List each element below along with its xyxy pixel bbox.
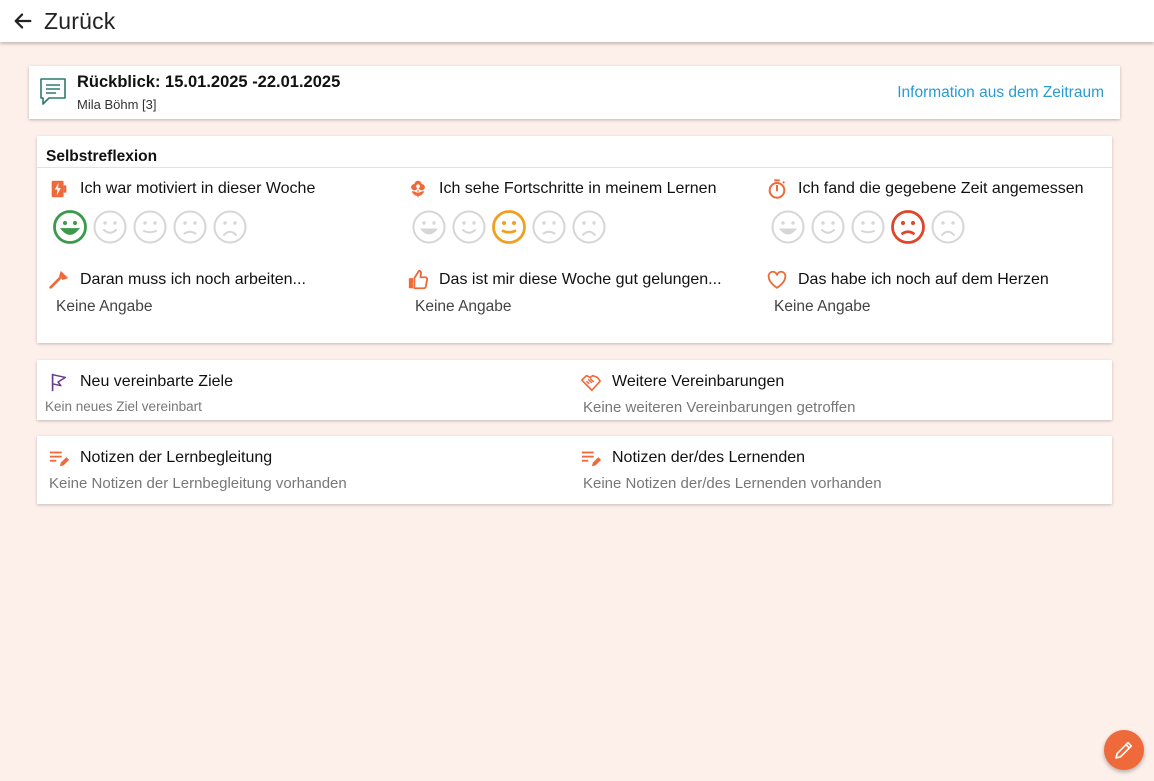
review-title: Rückblick: 15.01.2025 -22.01.2025 <box>77 73 341 91</box>
agreements-value: Keine weiteren Vereinbarungen getroffen <box>583 399 856 416</box>
answer-text: Keine Angabe <box>415 298 512 315</box>
happy-face-icon[interactable] <box>451 209 487 245</box>
answer-text: Keine Angabe <box>56 298 153 315</box>
goals-card <box>37 360 1112 420</box>
learner-notes-label: Notizen der/des Lernenden <box>612 449 806 466</box>
trowel-icon <box>48 268 70 292</box>
rating-scale <box>52 209 403 245</box>
question-progress <box>407 176 762 245</box>
question-label: Ich fand die gegebene Zeit angemessen <box>798 180 1084 197</box>
sad-face-icon[interactable] <box>571 209 607 245</box>
text-question-heart <box>766 267 1121 316</box>
thumbs-up-icon <box>407 268 429 292</box>
learner-notes-section <box>570 436 1100 504</box>
edit-notes-icon <box>580 446 602 470</box>
answer-text: Keine Angabe <box>774 298 871 315</box>
text-question-improve <box>48 267 403 316</box>
very-happy-face-icon[interactable] <box>411 209 447 245</box>
edit-fab-button[interactable] <box>1104 730 1144 770</box>
new-goals-label: Neu vereinbarte Ziele <box>80 373 233 390</box>
question-motivation <box>48 176 403 245</box>
text-question-success <box>407 267 762 316</box>
edit-notes-icon <box>48 446 70 470</box>
question-label: Das habe ich noch auf dem Herzen <box>798 271 1049 288</box>
handshake-icon <box>580 370 602 394</box>
flag-icon <box>48 370 70 394</box>
back-button[interactable] <box>0 0 116 42</box>
very-happy-face-icon[interactable] <box>770 209 806 245</box>
learner-notes-value: Keine Notizen der/des Lernenden vorhanden <box>583 475 882 492</box>
coach-notes-label: Notizen der Lernbegleitung <box>80 449 273 466</box>
coach-notes-value: Keine Notizen der Lernbegleitung vorhanden <box>49 475 347 492</box>
notes-card <box>37 436 1112 504</box>
agreements-label: Weitere Vereinbarungen <box>612 373 785 390</box>
slightly-sad-face-icon[interactable] <box>890 209 926 245</box>
top-bar <box>0 0 1154 42</box>
neutral-face-icon[interactable] <box>132 209 168 245</box>
stopwatch-icon <box>766 177 788 201</box>
heart-icon <box>766 268 788 292</box>
neutral-face-icon[interactable] <box>850 209 886 245</box>
divider <box>37 167 1112 168</box>
back-label: Zurück <box>44 7 116 34</box>
self-reflection-card <box>37 136 1112 343</box>
new-goals-value: Kein neues Ziel vereinbart <box>45 399 202 414</box>
slightly-sad-face-icon[interactable] <box>172 209 208 245</box>
review-header-card <box>29 66 1120 119</box>
very-happy-face-icon[interactable] <box>52 209 88 245</box>
pencil-icon <box>1112 738 1136 762</box>
self-reflection-title: Selbstreflexion <box>46 148 158 165</box>
battery-charge-icon <box>48 177 70 201</box>
slightly-sad-face-icon[interactable] <box>531 209 567 245</box>
rating-scale <box>411 209 762 245</box>
question-label: Daran muss ich noch arbeiten... <box>80 271 306 288</box>
sad-face-icon[interactable] <box>930 209 966 245</box>
sad-face-icon[interactable] <box>212 209 248 245</box>
question-time <box>766 176 1121 245</box>
comment-icon <box>39 77 67 107</box>
question-label: Ich sehe Fortschritte in meinem Lernen <box>439 180 717 197</box>
flower-icon <box>407 177 429 201</box>
period-info-link[interactable]: Information aus dem Zeitraum <box>897 84 1104 101</box>
rating-scale <box>770 209 1121 245</box>
arrow-left-icon <box>12 10 34 32</box>
question-label: Das ist mir diese Woche gut gelungen... <box>439 271 722 288</box>
coach-notes-section <box>37 436 567 504</box>
agreements-section <box>570 360 1100 420</box>
student-name: Mila Böhm [3] <box>77 97 157 112</box>
neutral-face-icon[interactable] <box>491 209 527 245</box>
happy-face-icon[interactable] <box>810 209 846 245</box>
happy-face-icon[interactable] <box>92 209 128 245</box>
question-label: Ich war motiviert in dieser Woche <box>80 180 316 197</box>
new-goals-section <box>37 360 567 420</box>
